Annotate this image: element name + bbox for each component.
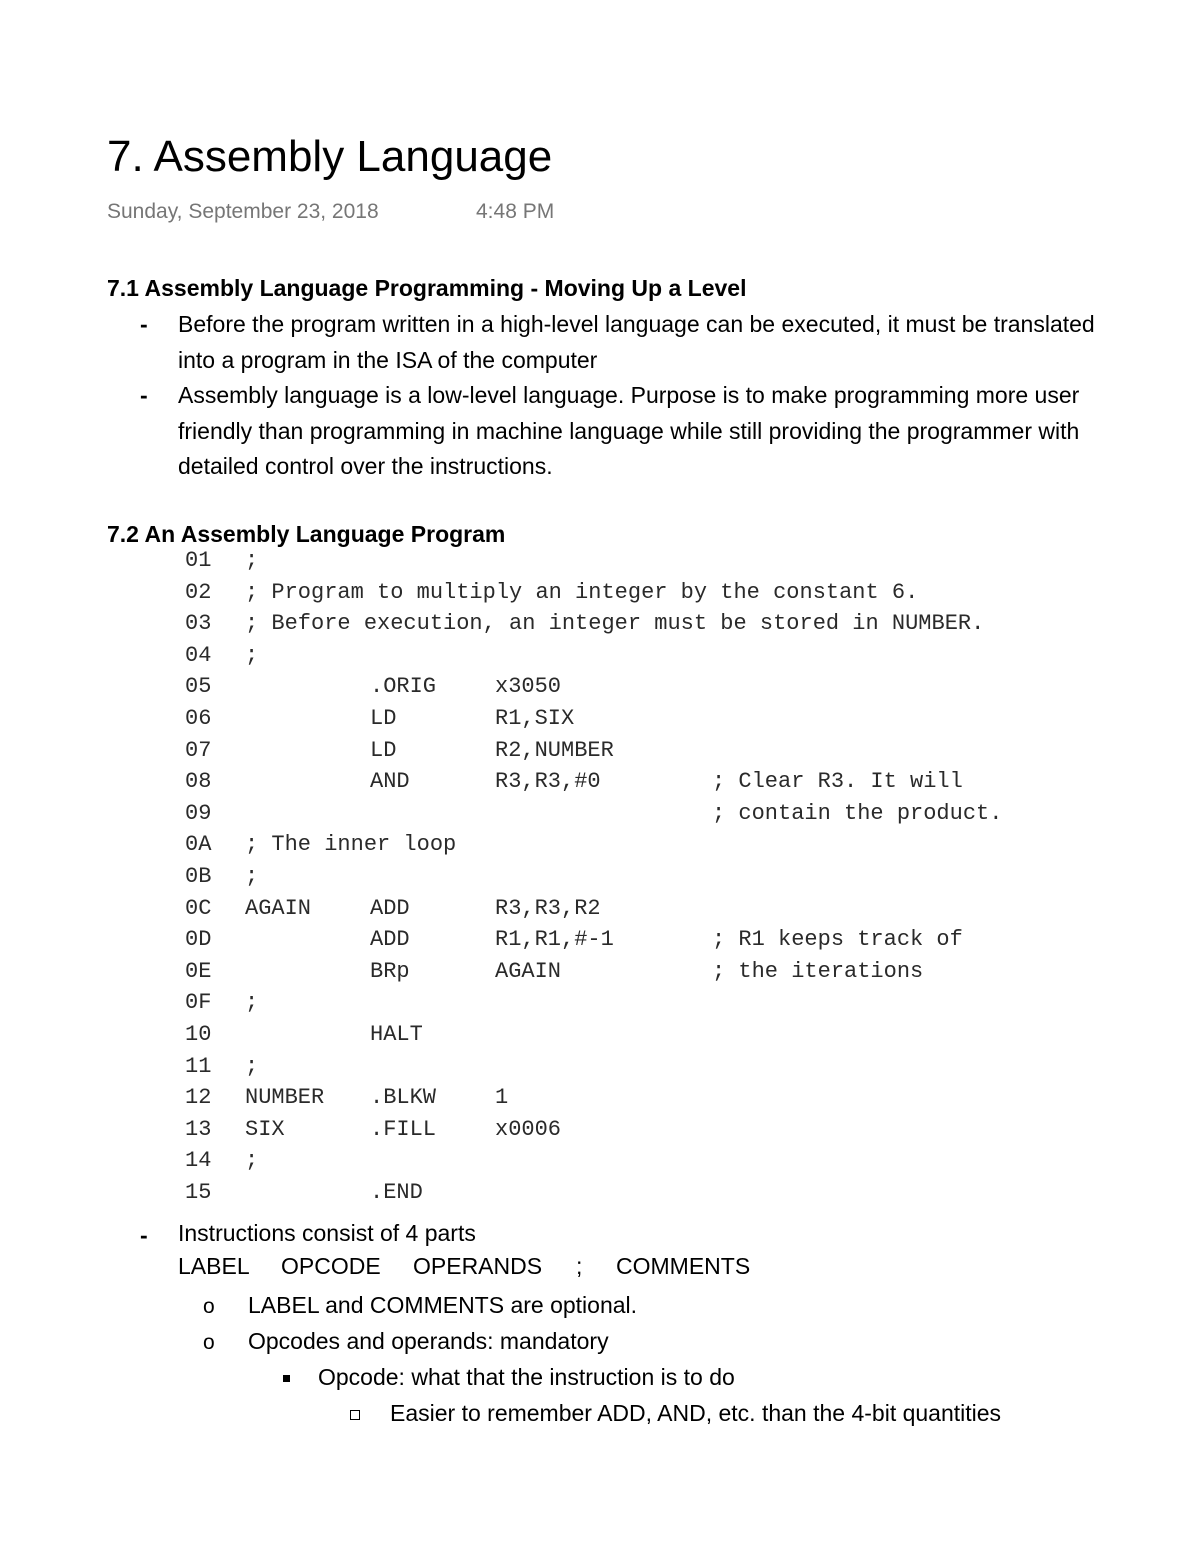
code-operands: AGAIN bbox=[495, 958, 562, 984]
code-line bbox=[180, 738, 1140, 770]
code-opcode: .ORIG bbox=[370, 674, 437, 700]
sub-bullet-text: Opcode: what that the instruction is to do bbox=[318, 1364, 735, 1390]
bullet-text: Instructions consist of 4 parts bbox=[178, 1220, 476, 1246]
code-comment: ; bbox=[245, 1053, 259, 1079]
code-line bbox=[180, 674, 1140, 706]
line-number: 06 bbox=[185, 706, 212, 731]
sub-bullet-text: Easier to remember ADD, AND, etc. than the 4-bit quantities bbox=[390, 1400, 1002, 1426]
code-line bbox=[180, 990, 1140, 1022]
page-time: 4:48 PM bbox=[476, 200, 555, 223]
format-label: LABEL bbox=[178, 1253, 250, 1279]
code-line bbox=[180, 1180, 1140, 1212]
code-label: SIX bbox=[245, 1116, 285, 1142]
code-operands: x3050 bbox=[495, 674, 562, 700]
code-operands: R3,R3,R2 bbox=[495, 895, 601, 921]
code-opcode: ADD bbox=[370, 927, 410, 953]
sub-bullet-text: LABEL and COMMENTS are optional. bbox=[248, 1292, 638, 1318]
line-number: 14 bbox=[185, 1148, 212, 1174]
line-number: 0A bbox=[185, 832, 212, 858]
section-heading-7-1: 7.1 Assembly Language Programming - Moving Up a Level bbox=[107, 275, 747, 301]
code-line bbox=[180, 832, 1140, 864]
code-line bbox=[180, 1148, 1140, 1180]
bullet-text: Before the program written in a high-level language can be executed, it must be translated into a program in the ISA of the computer bbox=[178, 311, 1095, 373]
line-number: 0B bbox=[185, 864, 212, 889]
code-comment: ; bbox=[245, 548, 259, 573]
code-opcode: .FILL bbox=[370, 1116, 437, 1142]
line-number: 01 bbox=[185, 548, 212, 573]
code-line bbox=[180, 896, 1140, 928]
line-number: 11 bbox=[185, 1053, 212, 1079]
line-number: 0F bbox=[185, 990, 212, 1016]
page-title: 7. Assembly Language bbox=[107, 132, 553, 181]
line-number: 04 bbox=[185, 642, 212, 668]
code-comment: ; Clear R3. It will bbox=[712, 769, 963, 795]
circle-bullet-marker: o bbox=[203, 1331, 215, 1354]
sub-bullet-text: Opcodes and operands: mandatory bbox=[248, 1328, 609, 1354]
code-operands: R3,R3,#0 bbox=[495, 769, 601, 795]
line-number: 09 bbox=[185, 800, 212, 826]
code-operands: 1 bbox=[495, 1085, 509, 1111]
code-opcode: BRp bbox=[370, 958, 410, 984]
code-line bbox=[180, 864, 1140, 896]
code-line bbox=[180, 580, 1140, 612]
square-bullet-icon bbox=[283, 1375, 290, 1382]
code-opcode: LD bbox=[370, 737, 397, 763]
code-opcode: AND bbox=[370, 769, 410, 795]
code-line bbox=[180, 769, 1140, 801]
code-label: NUMBER bbox=[245, 1085, 325, 1111]
dash-bullet-marker: - bbox=[140, 311, 148, 337]
code-line bbox=[180, 801, 1140, 833]
code-comment: ; R1 keeps track of bbox=[712, 927, 963, 953]
line-number: 0D bbox=[185, 927, 212, 953]
code-operands: R1,SIX bbox=[495, 706, 575, 731]
code-comment: ; contain the product. bbox=[712, 800, 1003, 826]
section-heading-7-2: 7.2 An Assembly Language Program bbox=[107, 521, 506, 547]
line-number: 07 bbox=[185, 737, 212, 763]
code-line bbox=[180, 1117, 1140, 1149]
line-number: 15 bbox=[185, 1180, 212, 1205]
format-opcode: OPCODE bbox=[281, 1253, 381, 1279]
code-comment: ; the iterations bbox=[712, 958, 924, 984]
code-line bbox=[180, 1022, 1140, 1054]
code-label: AGAIN bbox=[245, 895, 312, 921]
code-comment: ; Before execution, an integer must be stored in NUMBER. bbox=[245, 611, 985, 637]
code-operands: R2,NUMBER bbox=[495, 737, 614, 763]
dash-bullet-marker: - bbox=[140, 1222, 148, 1248]
line-number: 12 bbox=[185, 1085, 212, 1111]
code-line bbox=[180, 927, 1140, 959]
format-semicolon: ; bbox=[576, 1253, 583, 1279]
code-comment: ; bbox=[245, 864, 259, 889]
line-number: 02 bbox=[185, 579, 212, 605]
line-number: 05 bbox=[185, 674, 212, 700]
code-line bbox=[180, 548, 1140, 580]
code-comment: ; Program to multiply an integer by the constant 6. bbox=[245, 579, 919, 605]
line-number: 0C bbox=[185, 895, 212, 921]
circle-bullet-marker: o bbox=[203, 1295, 215, 1318]
code-comment: ; bbox=[245, 642, 259, 668]
line-number: 10 bbox=[185, 1022, 212, 1047]
line-number: 0E bbox=[185, 958, 212, 984]
code-line bbox=[180, 1085, 1140, 1117]
code-operands: x0006 bbox=[495, 1116, 562, 1142]
page-date: Sunday, September 23, 2018 bbox=[107, 200, 379, 223]
code-line bbox=[180, 611, 1140, 643]
code-opcode: .BLKW bbox=[370, 1085, 437, 1111]
line-number: 08 bbox=[185, 769, 212, 795]
code-comment: ; The inner loop bbox=[245, 832, 457, 858]
code-line bbox=[180, 643, 1140, 675]
code-operands: R1,R1,#-1 bbox=[495, 927, 614, 953]
code-opcode: .END bbox=[370, 1180, 423, 1205]
code-opcode: HALT bbox=[370, 1022, 423, 1047]
dash-bullet-marker: - bbox=[140, 382, 148, 408]
format-comments: COMMENTS bbox=[616, 1253, 751, 1279]
code-opcode: LD bbox=[370, 706, 397, 731]
format-operands: OPERANDS bbox=[413, 1253, 543, 1279]
code-comment: ; bbox=[245, 990, 259, 1016]
code-opcode: ADD bbox=[370, 895, 410, 921]
code-line bbox=[180, 706, 1140, 738]
line-number: 03 bbox=[185, 611, 212, 637]
hollow-square-bullet-icon bbox=[350, 1410, 360, 1420]
code-listing bbox=[180, 548, 1140, 1218]
bullet-text: Assembly language is a low-level language. Purpose is to make programming more user friendly than programming in machine language while still providing the programmer with detailed control over the instructions. bbox=[178, 382, 1080, 479]
code-line bbox=[180, 1054, 1140, 1086]
line-number: 13 bbox=[185, 1116, 212, 1142]
code-line bbox=[180, 959, 1140, 991]
code-comment: ; bbox=[245, 1148, 259, 1174]
